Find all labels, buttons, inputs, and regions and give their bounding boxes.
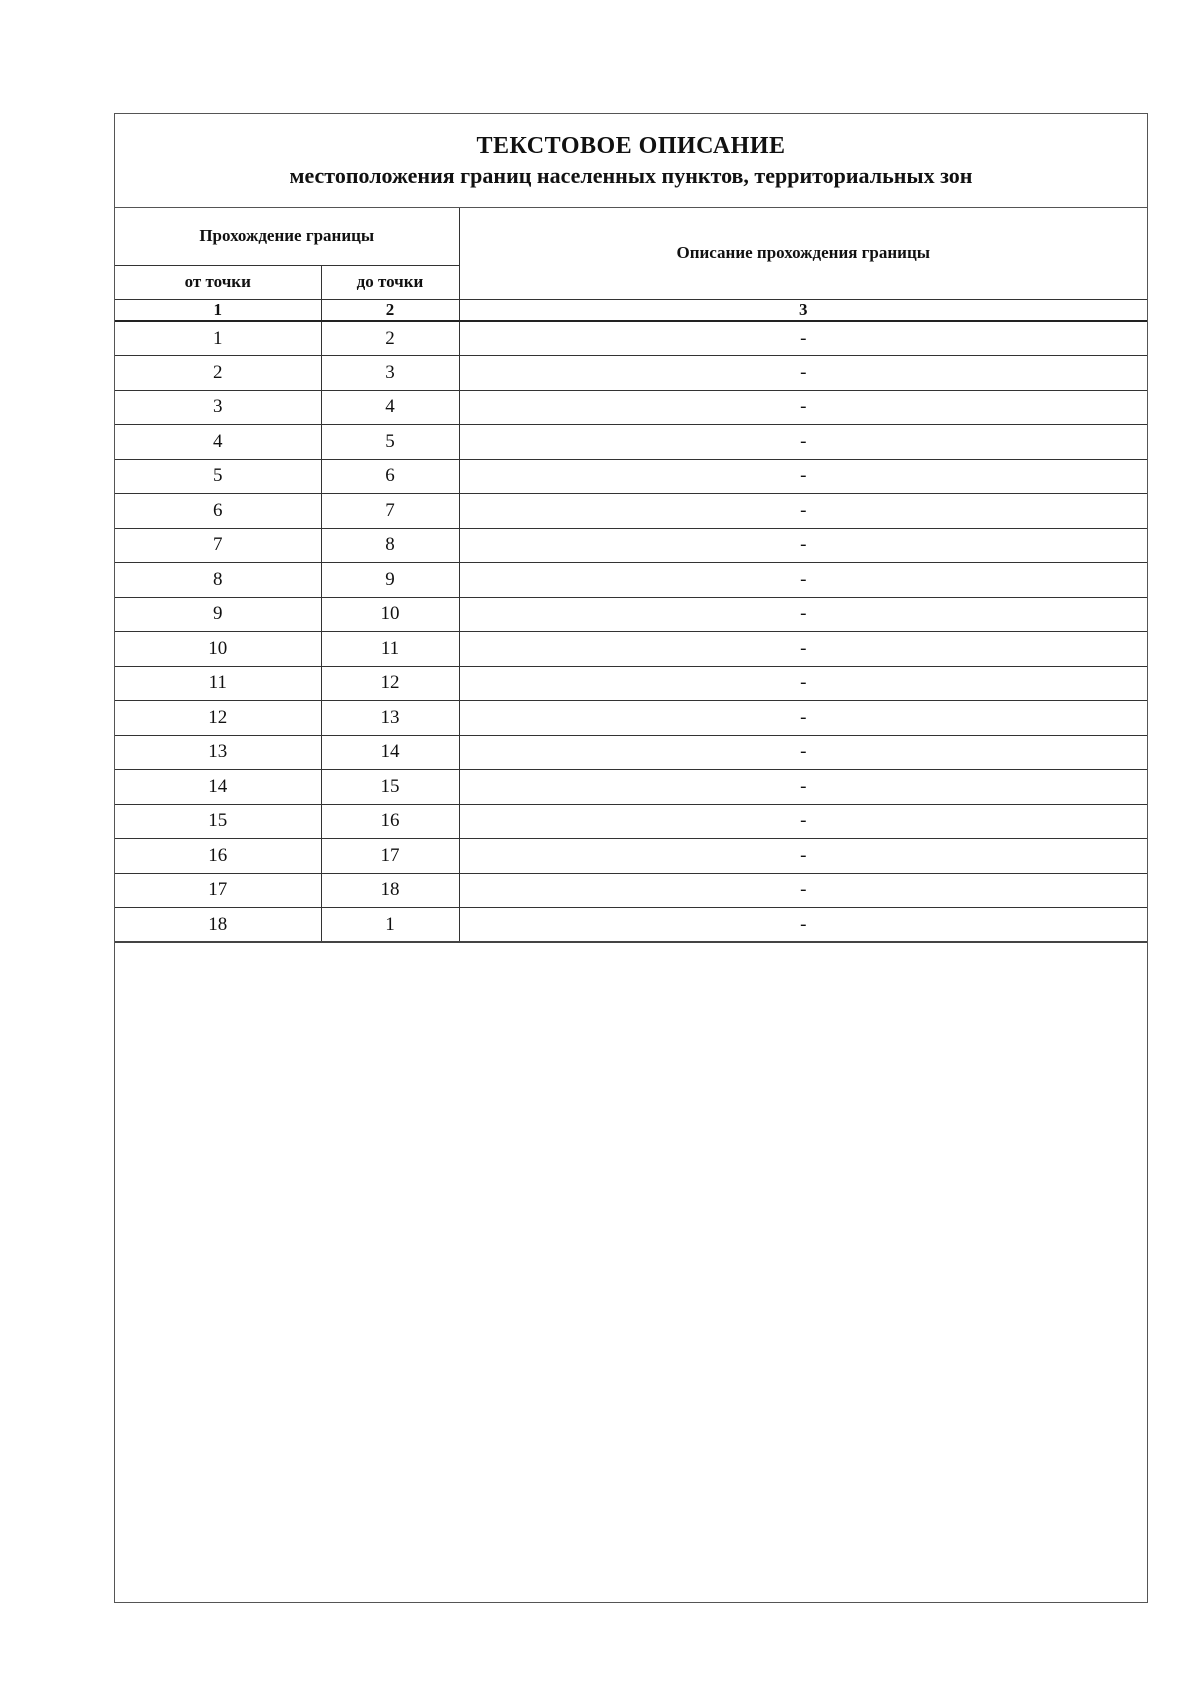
- to-point-cell: 17: [321, 839, 459, 874]
- from-point-cell: 18: [115, 908, 321, 943]
- header-boundary-passage: Прохождение границы: [115, 208, 459, 265]
- description-cell: -: [459, 321, 1147, 356]
- description-cell: -: [459, 804, 1147, 839]
- description-cell: -: [459, 666, 1147, 701]
- to-point-cell: 13: [321, 701, 459, 736]
- from-point-cell: 14: [115, 770, 321, 805]
- description-cell: -: [459, 563, 1147, 598]
- from-point-cell: 17: [115, 873, 321, 908]
- from-point-cell: 11: [115, 666, 321, 701]
- from-point-cell: 6: [115, 494, 321, 529]
- table-row: [115, 528, 1147, 563]
- header-from-point: от точки: [115, 265, 321, 299]
- description-cell: -: [459, 528, 1147, 563]
- table-row: [115, 839, 1147, 874]
- table-row: [115, 873, 1147, 908]
- column-number: 1: [115, 299, 321, 321]
- from-point-cell: 8: [115, 563, 321, 598]
- description-cell: -: [459, 597, 1147, 632]
- description-cell: -: [459, 459, 1147, 494]
- table-body: [115, 321, 1147, 942]
- to-point-cell: 3: [321, 356, 459, 391]
- from-point-cell: 3: [115, 390, 321, 425]
- to-point-cell: 18: [321, 873, 459, 908]
- from-point-cell: 16: [115, 839, 321, 874]
- table-row: [115, 701, 1147, 736]
- from-point-cell: 7: [115, 528, 321, 563]
- to-point-cell: 14: [321, 735, 459, 770]
- table-row: [115, 804, 1147, 839]
- from-point-cell: 12: [115, 701, 321, 736]
- from-point-cell: 4: [115, 425, 321, 460]
- title-block: [115, 114, 1147, 208]
- table-row: [115, 321, 1147, 356]
- table-row: [115, 494, 1147, 529]
- to-point-cell: 6: [321, 459, 459, 494]
- table-row: [115, 735, 1147, 770]
- table-row: [115, 666, 1147, 701]
- to-point-cell: 8: [321, 528, 459, 563]
- table-row: [115, 563, 1147, 598]
- description-cell: -: [459, 873, 1147, 908]
- to-point-cell: 4: [321, 390, 459, 425]
- table-row: [115, 597, 1147, 632]
- document-frame: [114, 113, 1148, 1603]
- description-cell: -: [459, 425, 1147, 460]
- header-to-point: до точки: [321, 265, 459, 299]
- from-point-cell: 13: [115, 735, 321, 770]
- table-row: [115, 459, 1147, 494]
- from-point-cell: 5: [115, 459, 321, 494]
- table-row: [115, 770, 1147, 805]
- from-point-cell: 10: [115, 632, 321, 667]
- description-cell: -: [459, 494, 1147, 529]
- to-point-cell: 11: [321, 632, 459, 667]
- table-row: [115, 356, 1147, 391]
- to-point-cell: 9: [321, 563, 459, 598]
- document-subtitle: местоположения границ населенных пунктов, территориальных зон: [289, 163, 973, 188]
- from-point-cell: 15: [115, 804, 321, 839]
- description-cell: -: [459, 735, 1147, 770]
- column-number: 2: [321, 299, 459, 321]
- table-row: [115, 908, 1147, 943]
- to-point-cell: 12: [321, 666, 459, 701]
- description-cell: -: [459, 701, 1147, 736]
- to-point-cell: 5: [321, 425, 459, 460]
- description-cell: -: [459, 839, 1147, 874]
- table-row: [115, 632, 1147, 667]
- description-cell: -: [459, 356, 1147, 391]
- to-point-cell: 1: [321, 908, 459, 943]
- description-cell: -: [459, 632, 1147, 667]
- description-cell: -: [459, 770, 1147, 805]
- table-row: [115, 390, 1147, 425]
- column-number: 3: [459, 299, 1147, 321]
- description-cell: -: [459, 390, 1147, 425]
- to-point-cell: 15: [321, 770, 459, 805]
- column-number-row: [115, 299, 1147, 321]
- to-point-cell: 7: [321, 494, 459, 529]
- to-point-cell: 2: [321, 321, 459, 356]
- from-point-cell: 2: [115, 356, 321, 391]
- header-description: Описание прохождения границы: [459, 208, 1147, 299]
- to-point-cell: 10: [321, 597, 459, 632]
- table-row: [115, 425, 1147, 460]
- from-point-cell: 1: [115, 321, 321, 356]
- document-title: ТЕКСТОВОЕ ОПИСАНИЕ: [476, 133, 786, 159]
- boundary-table: [115, 208, 1147, 943]
- description-cell: -: [459, 908, 1147, 943]
- to-point-cell: 16: [321, 804, 459, 839]
- from-point-cell: 9: [115, 597, 321, 632]
